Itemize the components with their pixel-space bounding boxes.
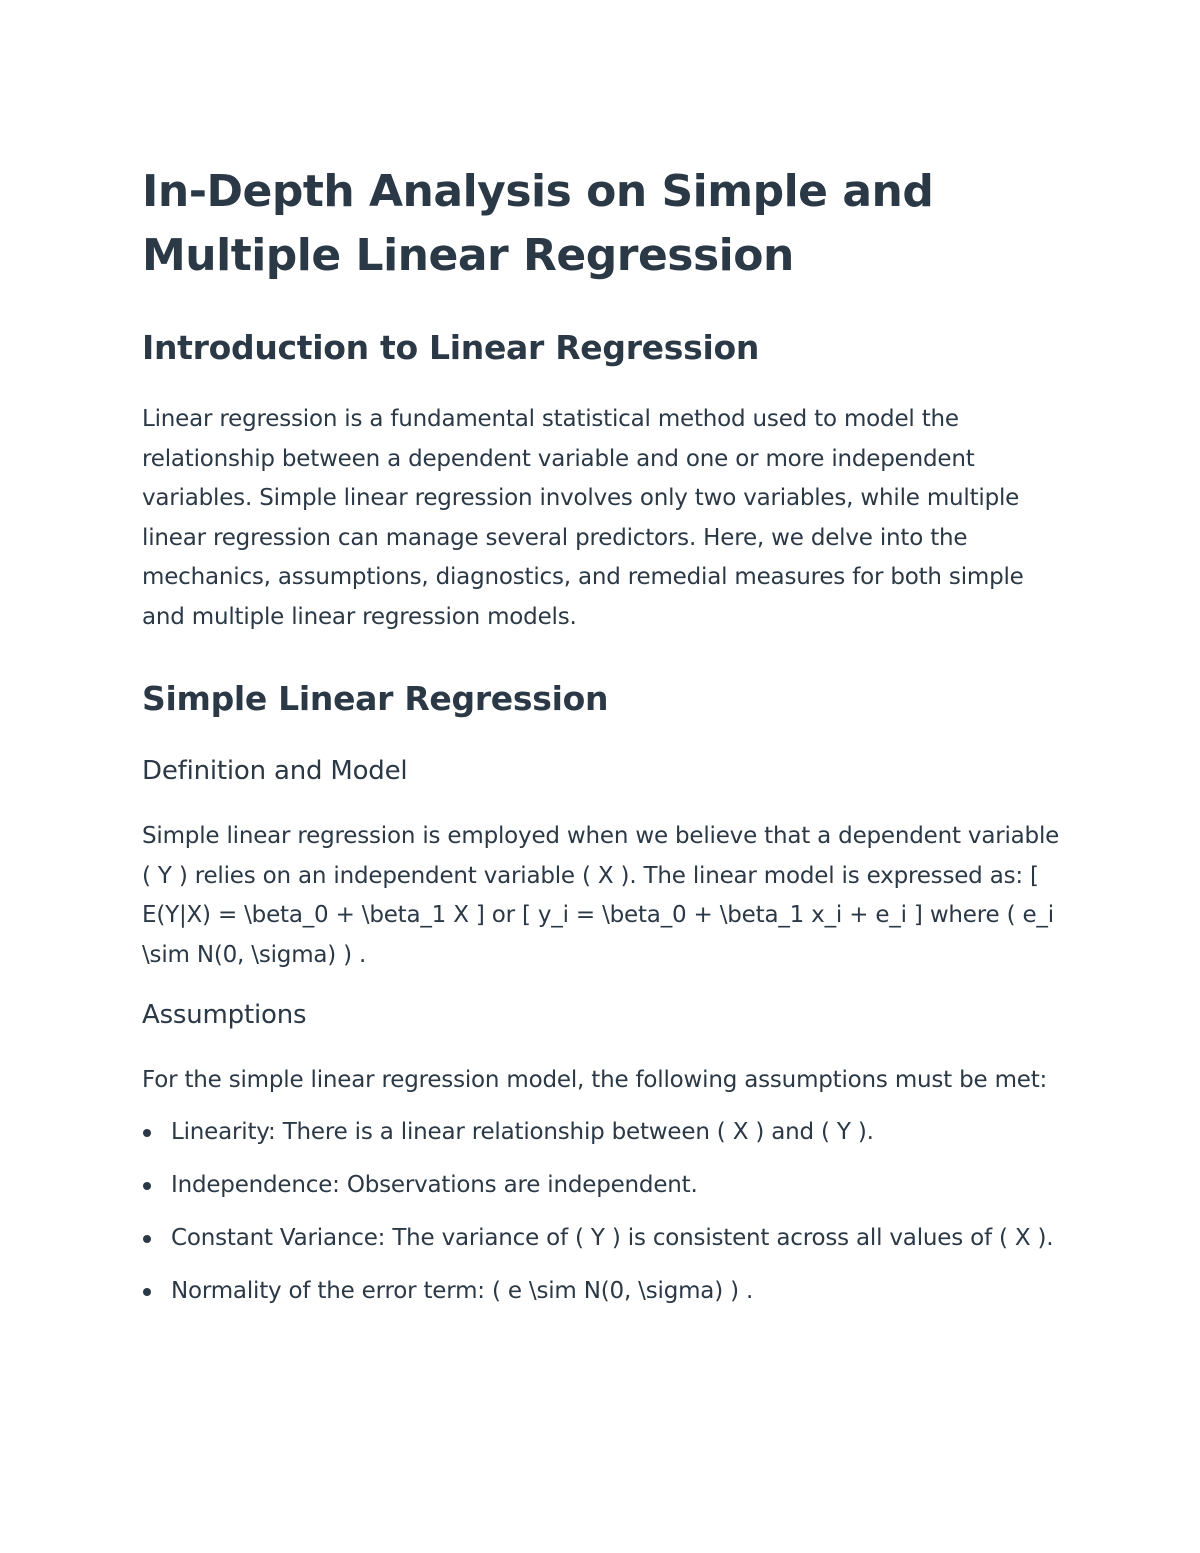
bullet-icon (143, 1235, 151, 1243)
section-heading-simple-linear-regression: Simple Linear Regression (142, 679, 609, 718)
list-item-text: Constant Variance: The variance of ( Y ) is consistent across all values of ( X ). (171, 1224, 1054, 1251)
bullet-icon (143, 1129, 151, 1137)
document-page (142, 160, 1072, 1325)
list-item-text: Independence: Observations are independent. (171, 1171, 698, 1198)
list-item-text: Linearity: There is a linear relationship between ( X ) and ( Y ). (171, 1118, 874, 1145)
page-title: In-Depth Analysis on Simple and Multiple Linear Regression (142, 166, 934, 281)
intro-paragraph: Linear regression is a fundamental statistical method used to model the relationship between a dependent variable and one or more independent variables. Simple linear regression involves only two variables, while multiple linear regression can manage several predictors. Here, we delve into the mechanics, assumptions, diagnostics, and remedial measures for both simple and multiple linear regression models. (142, 406, 1024, 630)
list-item (142, 1219, 1072, 1259)
section-heading-introduction: Introduction to Linear Regression (142, 328, 760, 367)
list-item (142, 1113, 1072, 1153)
subheading-definition-and-model: Definition and Model (142, 756, 408, 786)
assumptions-intro-paragraph: For the simple linear regression model, the following assumptions must be met: (142, 1067, 1048, 1093)
assumptions-list (142, 1113, 1072, 1312)
list-item (142, 1272, 1072, 1312)
subheading-assumptions: Assumptions (142, 1000, 307, 1030)
list-item (142, 1166, 1072, 1206)
bullet-icon (143, 1182, 151, 1190)
bullet-icon (143, 1288, 151, 1296)
list-item-text: Normality of the error term: ( e \sim N(0, \sigma) ) . (171, 1277, 754, 1304)
definition-paragraph: Simple linear regression is employed when we believe that a dependent variable ( Y ) relies on an independent variable ( X ). The linear model is expressed as: [ E(Y|X) = \beta_0 + \beta_1 X ] or [ y_i = \beta_0 + \beta_1 x_i + e_i ] where ( e_i \sim N(0, \sigma) ) . (142, 823, 1060, 968)
